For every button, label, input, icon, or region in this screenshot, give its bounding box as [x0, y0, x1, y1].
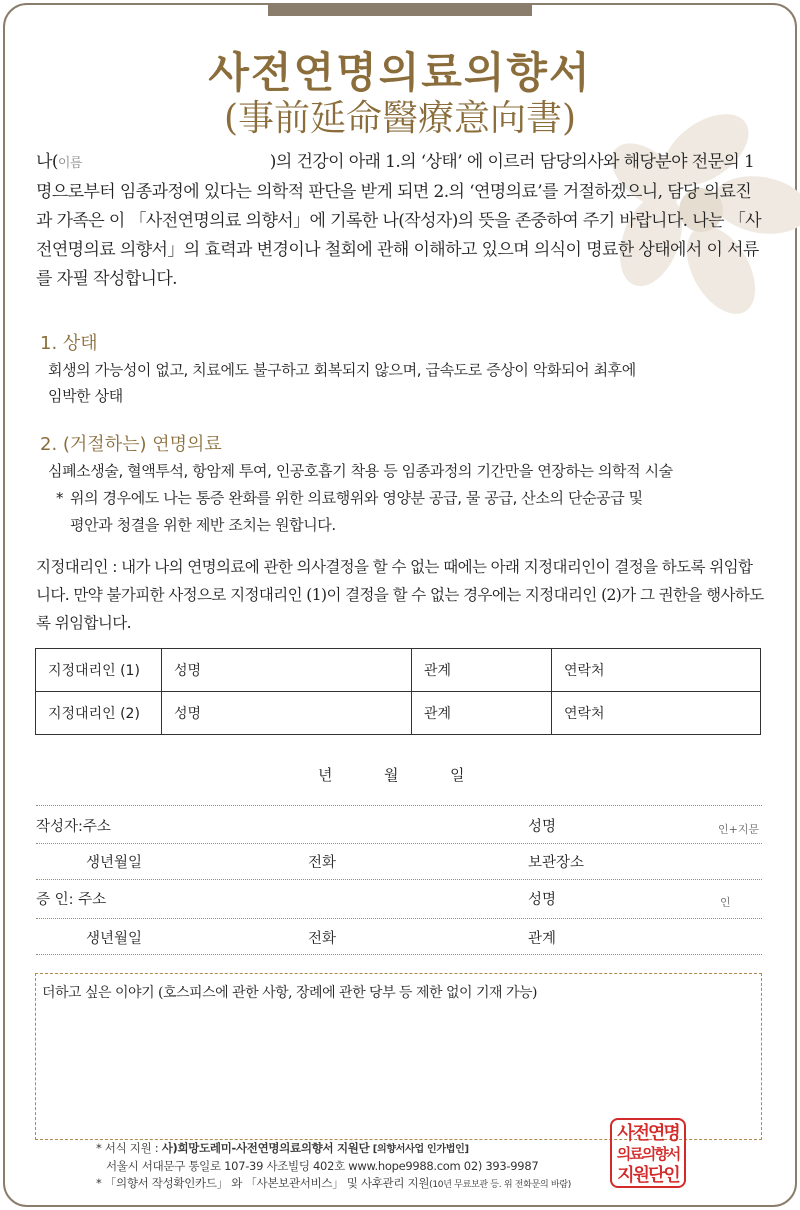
proxy-label: 지정대리인 (1) — [36, 649, 162, 692]
author-address-label[interactable]: 작성자:주소 — [36, 819, 111, 835]
author-birth-label[interactable]: 생년월일 — [86, 855, 143, 871]
date-month[interactable]: 월 — [384, 766, 399, 784]
divider — [36, 805, 762, 806]
section2-note: * 위의 경우에도 나는 통증 완화를 위한 의료행위와 영양분 공급, 물 공급, 산소의 단순공급 및 평안과 청결을 위한 제반 조치는 원합니다. — [56, 489, 643, 534]
proxy-relation-field[interactable]: 관계 — [412, 649, 552, 692]
witness-seal-note: 인 — [720, 896, 731, 909]
proxy-table — [35, 648, 761, 735]
top-tab — [268, 3, 532, 16]
proxy-contact-field[interactable]: 연락처 — [552, 692, 761, 735]
divider — [36, 918, 762, 919]
author-seal-note: 인+지문 — [718, 823, 760, 836]
witness-address-label[interactable]: 증 인: 주소 — [36, 892, 107, 908]
section2-title: 2. (거절하는) 연명의료 — [40, 434, 222, 455]
divider — [36, 843, 762, 844]
footer: * 서식 지원 : 사)희망도레미-사전연명의료의향서 지원단 [의향서사업 인가법인] 서울시 서대문구 통일로 107-39 사조빌딩 402호 www.hope9988.com 02) 393-9987 * 「의향서 작성확인카드」 와 「사본보관서비스」 및 사후관리 지원(10년 무료보관 등. 위 전화문의 바람) — [96, 1141, 571, 1190]
proxy-name-field[interactable]: 성명 — [162, 649, 412, 692]
witness-name-label[interactable]: 성명 — [528, 892, 557, 908]
proxy-label: 지정대리인 (2) — [36, 692, 162, 735]
author-storage-label[interactable]: 보관장소 — [528, 855, 585, 871]
witness-birth-label[interactable]: 생년월일 — [86, 931, 143, 947]
additional-notes-box[interactable] — [35, 973, 762, 1140]
divider — [36, 879, 762, 880]
additional-notes-label: 더하고 싶은 이야기 (호스피스에 관한 사항, 장례에 관한 당부 등 제한 없이 기재 가능) — [42, 985, 538, 1001]
author-phone-label[interactable]: 전화 — [308, 855, 337, 871]
date-year[interactable]: 년 — [318, 766, 333, 784]
red-seal-stamp: 사전연명 의료의향서 지원단인 — [610, 1118, 686, 1188]
proxy-paragraph: 지정대리인 : 내가 나의 연명의료에 관한 의사결정을 할 수 없는 때에는 아래 지정대리인이 결정을 하도록 위임합니다. 만약 불가피한 사정으로 지정대리인 (1)이 결정을 할 수 없는 경우에는 지정대리인 (2)가 그 권한을 행사하도록 위임합니다. — [36, 558, 764, 632]
table-row — [36, 692, 761, 735]
witness-relation-label[interactable]: 관계 — [528, 931, 557, 947]
page-subtitle: (事前延命醫療意向書) — [223, 98, 577, 139]
witness-phone-label[interactable]: 전화 — [308, 931, 337, 947]
table-row — [36, 649, 761, 692]
proxy-name-field[interactable]: 성명 — [162, 692, 412, 735]
author-name-label[interactable]: 성명 — [528, 819, 557, 835]
name-placeholder: 이름 — [57, 156, 82, 171]
section2-text: 심폐소생술, 혈액투석, 항암제 투여, 인공호흡기 착용 등 임종과정의 기간만을 연장하는 의학적 시술 — [48, 462, 673, 480]
proxy-contact-field[interactable]: 연락처 — [552, 649, 761, 692]
proxy-relation-field[interactable]: 관계 — [412, 692, 552, 735]
intro-paragraph: 나(이름 )의 건강이 아래 1.의 ‘상태’ 에 이르러 담당의사와 해당분야 전문의 1명으로부터 임종과정에 있다는 의학적 판단을 받게 되면 2.의 ‘연명의료’를 거절하겠으니, 담당 의료진과 가족은 이 「사전연명의료 의향서」에 기록한 나(작성자)의 뜻을 존중하여 주기 바랍니다. 나는 「사전연명의료 의향서」의 효력과 변경이나 철회에 관해 이해하고 있으며 의식이 명료한 상태에서 이 서류를 자필 작성합니다. — [36, 152, 761, 289]
section1-title: 1. 상태 — [40, 333, 98, 354]
date-day[interactable]: 일 — [450, 766, 465, 784]
divider — [36, 954, 762, 955]
section1-text: 회생의 가능성이 없고, 치료에도 불구하고 회복되지 않으며, 급속도로 증상이 악화되어 최후에 임박한 상태 — [48, 361, 636, 405]
page-title: 사전연명의료의향서 — [208, 48, 592, 97]
